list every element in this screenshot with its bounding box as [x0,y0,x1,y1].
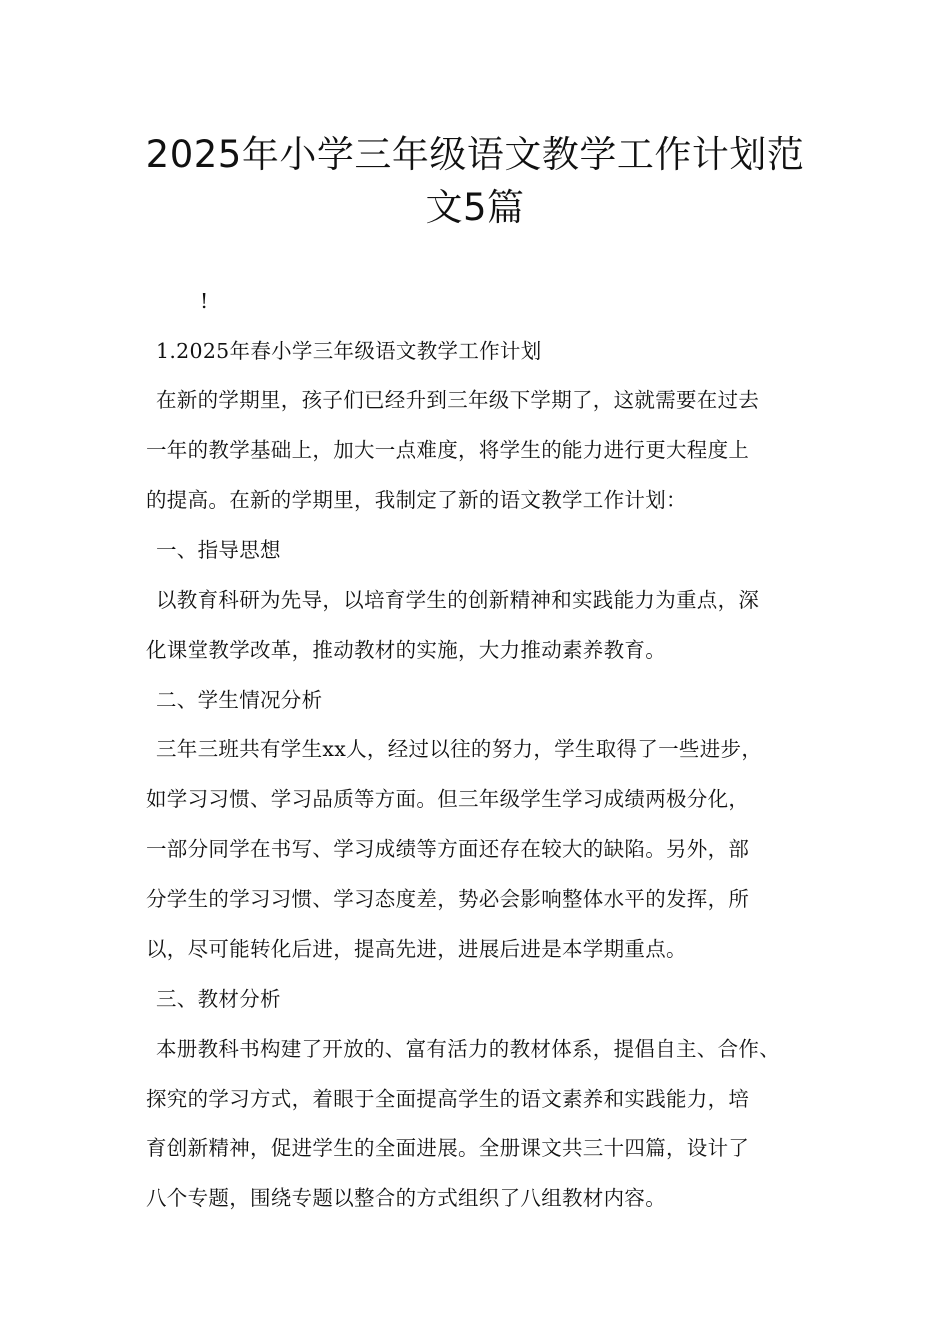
paragraph-line: 一年的教学基础上，加大一点难度，将学生的能力进行更大程度上 [146,438,750,462]
paragraph-line: 以教育科研为先导，以培育学生的创新精神和实践能力为重点，深 [156,588,760,612]
document-title-line-2: 文5篇 [425,186,525,229]
paragraph-line: 八个专题，围绕专题以整合的方式组织了八组教材内容。 [146,1186,666,1210]
paragraph-line: 如学习习惯、学习品质等方面。但三年级学生学习成绩两极分化， [146,787,750,811]
exclamation-mark: ! [200,289,209,313]
paragraph-line: 探究的学习方式，着眼于全面提高学生的语文素养和实践能力，培 [146,1087,750,1111]
paragraph-line: 本册教科书构建了开放的、富有活力的教材体系，提倡自主、合作、 [156,1037,780,1061]
section-heading-plan-1: 1.2025年春小学三年级语文教学工作计划 [156,339,542,363]
paragraph-line: 三年三班共有学生xx人，经过以往的努力，学生取得了一些进步， [156,737,763,761]
paragraph-line: 育创新精神，促进学生的全面进展。全册课文共三十四篇，设计了 [146,1136,750,1160]
section-heading-student-analysis: 二、学生情况分析 [156,688,323,712]
paragraph-line: 化课堂教学改革，推动教材的实施，大力推动素养教育。 [146,638,666,662]
paragraph-line: 的提高。在新的学期里，我制定了新的语文教学工作计划： [146,488,687,512]
paragraph-line: 一部分同学在书写、学习成绩等方面还存在较大的缺陷。另外，部 [146,837,750,861]
paragraph-line: 分学生的学习习惯、学习态度差，势必会影响整体水平的发挥，所 [146,887,750,911]
section-heading-guiding-ideology: 一、指导思想 [156,538,281,562]
section-heading-textbook-analysis: 三、教材分析 [156,987,281,1011]
document-title-line-1: 2025年小学三年级语文教学工作计划范 [145,133,805,176]
paragraph-line: 在新的学期里，孩子们已经升到三年级下学期了，这就需要在过去 [156,388,760,412]
paragraph-line: 以，尽可能转化后进，提高先进，进展后进是本学期重点。 [146,937,687,961]
